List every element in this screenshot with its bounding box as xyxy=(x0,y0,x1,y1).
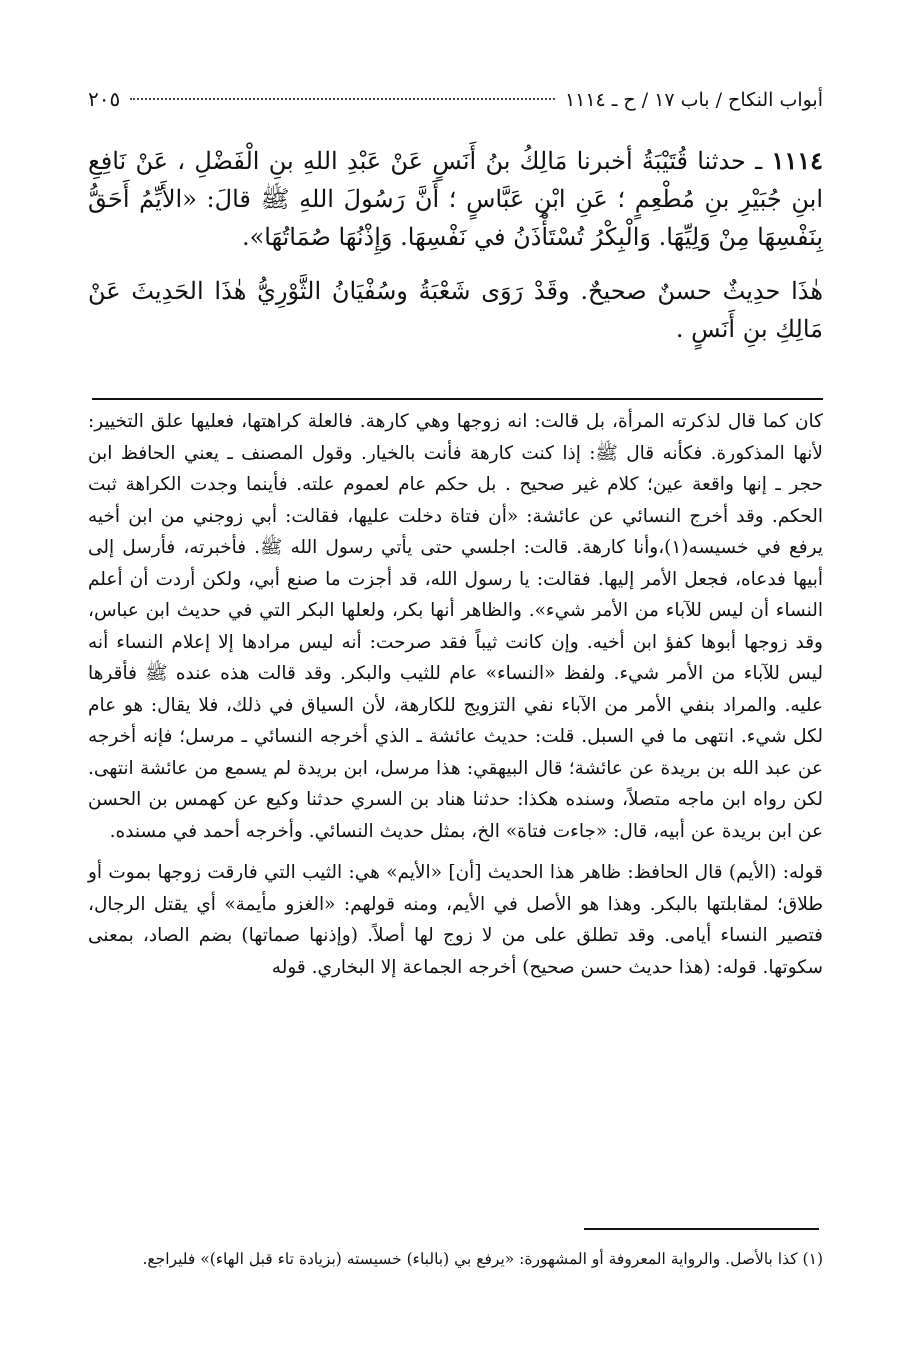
running-title: أبواب النكاح / باب ١٧ / ح ـ ١١١٤ xyxy=(564,89,823,111)
hadith-grading: هٰذَا حدِيثٌ حسنٌ صحيحٌ. وقَدْ رَوَى شَعْبَةُ وسُفْيَانُ الثَّوْرِيُّ هٰذَا الحَدِيثَ عَنْ مَالِكِ بنِ أَنَسٍ . xyxy=(88,277,823,343)
hadith-block xyxy=(88,142,823,348)
dot-leader xyxy=(130,98,555,100)
page-number: ٢٠٥ xyxy=(88,87,121,111)
section-divider xyxy=(92,398,823,400)
commentary-block xyxy=(88,406,823,983)
page-header xyxy=(88,84,823,114)
footnote-text: (١) كذا بالأصل. والرواية المعروفة أو المشهورة: «يرفع بي (بالباء) خسيسته (بزيادة تاء قبل الهاء)» فليراجع. xyxy=(142,1250,823,1268)
footnote xyxy=(88,1246,823,1272)
hadith-text-paragraph xyxy=(88,142,823,256)
footnote-divider xyxy=(584,1228,819,1230)
hadith-number: ١١١٤ xyxy=(771,146,823,175)
commentary-paragraph-2: قوله: (الأيم) قال الحافظ: ظاهر هذا الحديث [أن] «الأيم» هي: الثيب التي فارقت زوجها بموت أو طلاق؛ لمقابلتها بالبكر. وهذا هو الأصل في الأيم، ومنه قولهم: «الغزو مأيمة» أي يقتل الرجال، فتصير النساء أيامى. وقد تطلق على من لا زوج لها أصلاً. (وإذنها صماتها) بضم الصاد، بمعنى سكوتها. قوله: (هذا حديث حسن صحيح) أخرجه الجماعة إلا البخاري. قوله xyxy=(88,862,823,978)
commentary-paragraph-1: كان كما قال لذكرته المرأة، بل قالت: انه زوجها وهي كارهة. فالعلة كراهتها، فعليها علق التخيير: لأنها المذكورة. فكأنه قال ﷺ: إذا كنت كارهة فأنت بالخيار. وقول المصنف ـ يعني الحافظ ابن حجر ـ إنها واقعة عين؛ كلام غير صحيح . بل حكم عام لعموم علته. فأينما وجدت الكراهة ثبت الحكم. وقد أخرج النسائي عن عائشة: «أن فتاة دخلت عليها، فقالت: أبي زوجني من ابن أخيه يرفع في خسيسه(١)،وأنا كارهة. قالت: اجلسي حتى يأتي رسول الله ﷺ. فأخبرته، فأرسل إلى أبيها فدعاه، فجعل الأمر إليها. فقالت: يا رسول الله، قد أجزت ما صنع أبي، ولكن أردت أن أعلم النساء أن ليس للآباء من الأمر شيء». والظاهر أنها بكر، ولعلها البكر التي في حديث ابن عباس، وقد زوجها أبوها كفؤ ابن أخيه. وإن كانت ثيباً فقد صرحت: أنه ليس مرادها إلا إعلام النساء أنه ليس للآباء من الأمر شيء. ولفظ «النساء» عام للثيب والبكر. وقد قالت هذه عنده ﷺ فأقرها عليه. والمراد بنفي الأمر من الآباء نفي التزويج للكارهة، لأن السياق في ذلك، فلا يقال: هو عام لكل شيء. انتهى ما في السبل. قلت: حديث عائشة ـ الذي أخرجه النسائي ـ مرسل؛ فإنه أخرجه عن عبد الله بن بريدة عن عائشة؛ قال البيهقي: هذا مرسل، ابن بريدة لم يسمع من عائشة انتهى. لكن رواه ابن ماجه متصلاً، وسنده هكذا: حدثنا هناد بن السري حدثنا وكيع عن كهمس بن الحسن عن ابن بريدة عن أبيه، قال: «جاءت فتاة» الخ، بمثل حديث النسائي. وأخرجه أحمد في مسنده. xyxy=(88,411,824,842)
hadith-text: ـ حدثنا قُتَيْبَةُ أخبرنا مَالِكُ بنُ أَنَسٍ عَنْ عَبْدِ اللهِ بنِ الْفَضْلِ ، عَنْ نَافِعِ ابنِ جُبَيْرِ بنِ مُطْعِمٍ ؛ عَنِ ابْنِ عَبَّاسٍ ؛ أَنَّ رَسُولَ اللهِ ﷺ قالَ: «الأَيِّمُ أَحَقُّ بِنَفْسِهَا مِنْ وَلِيِّهَا. وَالْبِكْرُ تُسْتَأْذَنُ في نَفْسِهَا. وَإِذْنُهَا صُمَاتُهَا». xyxy=(88,147,823,251)
